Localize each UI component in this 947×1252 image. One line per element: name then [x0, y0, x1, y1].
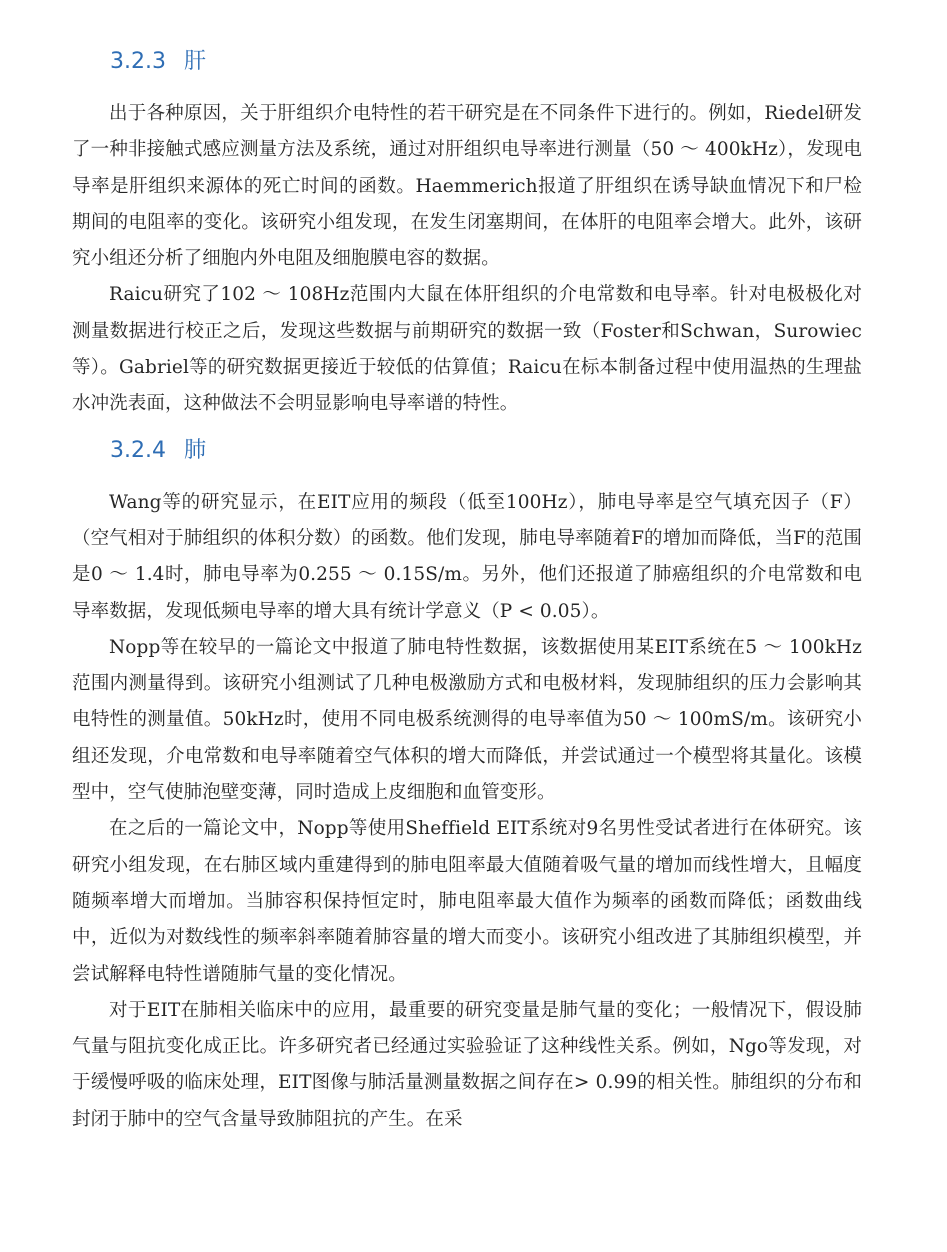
section-liver: [72, 46, 862, 423]
section-title: 肺: [183, 437, 206, 463]
section-heading: [110, 46, 862, 78]
section-number: 3.2.3: [110, 49, 166, 74]
paragraph: 出于各种原因，关于肝组织介电特性的若干研究是在不同条件下进行的。例如，Riedel研发了一种非接触式感应测量方法及系统，通过对肝组织电导率进行测量（50 ～ 400kHz），发现电导率是肝组织来源体的死亡时间的函数。Haemmerich报道了肝组织在诱导缺血情况下和尸检期间的电阻率的变化。该研究小组发现，在发生闭塞期间，在体肝的电阻率会增大。此外，该研究小组还分析了细胞内外电阻及细胞膜电容的数据。: [72, 103, 862, 270]
paragraph: Raicu研究了102 ～ 108Hz范围内大鼠在体肝组织的介电常数和电导率。针对电极极化对测量数据进行校正之后，发现这些数据与前期研究的数据一致（Foster和Schwan，Surowiec等）。Gabriel等的研究数据更接近于较低的估算值；Raicu在标本制备过程中使用温热的生理盐水冲洗表面，这种做法不会明显影响电导率谱的特性。: [72, 284, 862, 415]
section-number: 3.2.4: [110, 437, 166, 463]
document-page: [72, 40, 862, 1138]
section-lung: [72, 435, 862, 1138]
paragraph: Wang等的研究显示，在EIT应用的频段（低至100Hz），肺电导率是空气填充因子（F）（空气相对于肺组织的体积分数）的函数。他们发现，肺电导率随着F的增加而降低，当F的范围是0 ～ 1.4时，肺电导率为0.255 ～ 0.15S/m。另外，他们还报道了肺癌组织的介电常数和电导率数据，发现低频电导率的增大具有统计学意义（P < 0.05）。: [72, 491, 862, 622]
paragraph: 在之后的一篇论文中，Nopp等使用Sheffield EIT系统对9名男性受试者进行在体研究。该研究小组发现，在右肺区域内重建得到的肺电阻率最大值随着吸气量的增加而线性增大，且幅度随频率增大而增加。当肺容积保持恒定时，肺电阻率最大值作为频率的函数而降低；函数曲线中，近似为对数线性的频率斜率随着肺容量的增大而变小。该研究小组改进了其肺组织模型，并尝试解释电特性谱随肺气量的变化情况。: [72, 818, 862, 985]
paragraph: Nopp等在较早的一篇论文中报道了肺电特性数据，该数据使用某EIT系统在5 ～ 100kHz范围内测量得到。该研究小组测试了几种电极激励方式和电极材料，发现肺组织的压力会影响其电特性的测量值。50kHz时，使用不同电极系统测得的电导率值为50 ～ 100mS/m。该研究小组还发现，介电常数和电导率随着空气体积的增大而降低，并尝试通过一个模型将其量化。该模型中，空气使肺泡壁变薄，同时造成上皮细胞和血管变形。: [72, 636, 862, 804]
paragraph: 对于EIT在肺相关临床中的应用，最重要的研究变量是肺气量的变化；一般情况下，假设肺气量与阻抗变化成正比。许多研究者已经通过实验验证了这种线性关系。例如，Ngo等发现，对于缓慢呼吸的临床处理，EIT图像与肺活量测量数据之间存在> 0.99的相关性。肺组织的分布和封闭于肺中的空气含量导致肺阻抗的产生。在采: [72, 999, 862, 1130]
section-title: 肝: [183, 49, 206, 74]
section-heading: [110, 435, 862, 467]
